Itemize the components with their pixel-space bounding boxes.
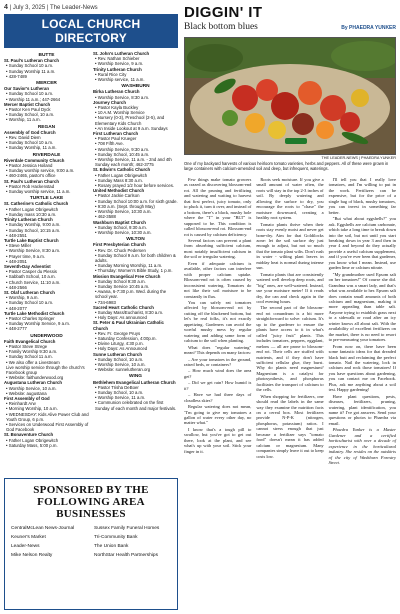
article-paragraph: Phaedra Yunker is a Master Gardener and a certified horticulturist with over a decade of experience in the horticultural industry. She resides on the outskirts of the city of Washburn Forestry Street.: [328, 427, 396, 466]
article-paragraph: Few things make tomato growers as crazed as discovering blossom-end rot. All the pruning and fertilizing and watering and waiting to harvest that first perfect, juicy tomato, only to pluck it, turn it over, and instead of a bottom, there's a black, mushy hole where the "T" in your "BLT" is supposed to be. This condition is called blossom-end rot. Blossom-end rot is caused by calcium deficiency.: [184, 177, 252, 237]
church-name: Our Savior's Lutheran: [4, 86, 49, 92]
church-detail: • Worship, 11 a.m.: [6, 117, 41, 123]
church-region: WILTON: [126, 237, 145, 243]
church-name: Sunne Lutheran Church: [93, 351, 142, 357]
church-detail: • Sabbath School, 10 a.m.: [6, 274, 56, 280]
church-detail: • Sunday mass 10:30 a.m.: [6, 211, 57, 217]
church-name: St. Paul's Lutheran Church: [4, 58, 59, 64]
church-detail: • Father Logan Obrigewitch: [6, 437, 59, 443]
church-directory-title: LOCAL CHURCH DIRECTORY: [4, 14, 178, 48]
church-detail: • Worship Service, 8:30 a.m.: [95, 94, 150, 100]
church-detail: • 428-7489: [6, 73, 27, 79]
sponsor-item: Tri-Community Bank: [94, 535, 138, 540]
page-header: [4, 4, 98, 11]
church-detail: • Sunday School 10 a.m.: [6, 140, 54, 146]
church-detail: • 9:30 a.m. (Sept. through May): [95, 203, 155, 209]
church-detail: • Sunday School, 10 a.m.: [95, 356, 144, 362]
church-region: BUTTE: [38, 53, 55, 58]
church-detail: • Pastor Trisha DeBoer: [95, 384, 139, 390]
church-detail: • Church Service, 11:10 a.m.: [6, 279, 61, 285]
church-name: First Assembly of God: [4, 396, 50, 401]
article-paragraph: From now on, there have been some fantastic ideas for that dreaded black butt and reclaiming the perfect tomato. Nail the watering, lock in calcium and rock those tomatoes! If you have questions about gardening, you can contact me on Facebook. Plus, ask me anything about a soil test. Happy gardening!: [328, 343, 396, 393]
page-number: 4: [4, 4, 8, 11]
church-detail: • WEDNESDAY: Kids Alive Power Club and Youth Group, 6 p.m.: [6, 411, 89, 422]
church-name: St. Catherine's Catholic Church: [4, 201, 69, 207]
church-detail: • Worship Service, 8:30 a.m.: [6, 248, 61, 254]
article-paragraph: What does "regular watering" mean? This depends on many factors:: [184, 344, 252, 356]
church-detail: • Sunday School 10 a.m.: [6, 91, 54, 97]
sponsor-title: SPONSORED BY THE FOLLOWING AREA BUSINESSES: [33, 484, 149, 520]
church-detail: • 734-6983: [95, 299, 116, 305]
article-photo: [184, 37, 396, 155]
church-detail: • Pastor Jackie Carlson: [95, 193, 140, 199]
church-name: Journey Church: [93, 99, 126, 105]
article-kicker: DIGGIN' IT: [184, 4, 263, 21]
sponsor-item: Mike Nelson Realty: [11, 553, 53, 558]
church-detail: • Rev. Nathan Schieber: [95, 56, 140, 62]
church-detail: • Worship Service, 10:30 a.m.: [95, 209, 152, 215]
article-paragraph: Tomato plants that are consistently watered well develop deep roots, and "big" ones, are well-watered. Instead, use your moisture meter! If it reads dry, the can and check again in the cool evening hours.: [256, 271, 324, 304]
church-detail: • Pastor Kayla Buckley: [95, 105, 139, 111]
church-detail: • 448-2077: [6, 305, 27, 311]
church-detail: • Sunday School 10 a.m.: [6, 300, 54, 306]
article-paragraph: – Did we get rain? How humid is it?: [184, 380, 252, 391]
church-detail: • 708 Fifth Ave.: [95, 141, 124, 147]
header-sep: |: [9, 5, 12, 11]
church-detail: • 448-2777: [6, 326, 27, 332]
church-name: Mission Evangelical Free Church: [93, 273, 161, 279]
church-region: WASHBURN: [121, 84, 150, 90]
church-region: RIVERDALE: [32, 152, 61, 158]
church-detail: • 448-2551: [6, 232, 27, 238]
church-name: Turtle Lake Methodist Church: [4, 310, 65, 316]
article-body: [184, 177, 396, 467]
sponsor-list: [11, 525, 171, 560]
church-detail: • Worship Service, 10 a.m.: [6, 385, 57, 391]
church-detail: • Sunday School 9 a.m. for both children & adults.: [95, 252, 176, 263]
church-region: UNDERWOOD: [30, 333, 63, 339]
church-detail: • Worship service, 11 a.m.: [95, 77, 145, 83]
church-detail: • Pastor Casper du Plessis: [6, 269, 57, 275]
church-detail: • Awana, 6-7:30 p.m. Wed. during the school year.: [95, 289, 167, 300]
church-name: First Presbyterian Church: [93, 242, 146, 248]
church-detail: • Sunday Service 10:45 a.m.: [95, 283, 150, 289]
church-detail: • Holy Days: As announced: [95, 315, 147, 321]
church-detail: • An Inside Lookout at 9 a.m. Sundays: [95, 125, 168, 131]
church-name: United Methodist Church: [93, 188, 145, 194]
photo-caption: One of my backyard harvests of various heirloom tomato varieties, herbs and peppers. All of these were grown in large containers with calcium-amended soil and deep, but infrequent, waterings.: [184, 161, 389, 171]
church-region: MERCER: [36, 81, 57, 87]
church-detail: • Prayer time, 9 a.m.: [6, 253, 45, 259]
article-paragraph: The second part of the blossom-end rot conundrum is a bit more straightforward to solve: calcium. It's up to the gardener to ensure the plants have access to it in what's called "juicy fruit" plants. This includes tomatoes, peppers, eggplant, melons — all are prone to blossom-end rot. Their cells are stuffed with nutrients, and if they don't have sufficient cellular glue, they burst. Why do plants need magnesium? Magnesium is a catalyst for photosynthesis, and phosphorus facilitates the transport of calcium to the cells.: [256, 305, 324, 393]
church-detail: • Nursery (0-3), Preschool (2-5), and Elementary Kids Church: [95, 115, 165, 126]
church-detail: • Father Logan Obrigewitch: [95, 172, 148, 178]
church-detail: • Rev. Fr. George Pruys: [95, 330, 141, 336]
article-column-3: [329, 177, 396, 467]
church-name: Bethlehem Evangelical Lutheran Church: [93, 379, 176, 385]
church-columns: [4, 51, 178, 448]
church-detail: • Services on Underwood First Assembly of God Facebook: [6, 422, 89, 433]
article-paragraph: Tomato plants thrive when their roots stay evenly moist and never get bone-dry. Aim for that Goldilocks zone: let the soil surface dry just enough to adjust, but not so much that the tomato plant wilts. Don't rush in water - wilting plant leaves in midday heat is normal during intense sun.: [256, 221, 324, 271]
church-detail: • Saturday Mass, 5:00 p.m.: [6, 442, 58, 448]
church-detail: • Pastor Steve Strege: [6, 343, 48, 349]
church-detail: • Sunday worship service, 9:00 a.m.: [6, 168, 75, 174]
church-name: First Lutheran Church: [93, 131, 139, 137]
sponsor-item: Sussex Family Funeral Homes: [94, 526, 160, 531]
sponsor-item: NorthStar Health Partnerships: [94, 553, 158, 558]
church-detail: • Saturday Confession, 4:00p.m.: [95, 335, 157, 341]
church-detail: • Website: faithunderwood.org: [6, 375, 64, 381]
church-region: REGAN: [37, 124, 56, 130]
article: [184, 4, 396, 610]
church-name: St. Paul's Lutheran Church: [4, 178, 59, 184]
church-detail: • Worship 11 a.m.; 447-2664: [6, 96, 61, 102]
photo-credit: THE LEADER-NEWS | PHAEDRA YUNKER: [321, 156, 396, 160]
church-detail: • Thursday: Women's Bible Study, 1 p.m.: [95, 268, 173, 274]
article-paragraph: Several factors can prevent a plant from absorbing sufficient calcium, most notably insufficient calcium in the soil or irregular watering.: [184, 237, 252, 260]
church-column-1: [4, 51, 89, 448]
church-name: Trinity Lutheran Church: [4, 217, 53, 223]
church-detail: • Pastor Ken Paul Dyck: [6, 107, 51, 113]
church-name: Seventh-Day Adventist: [4, 263, 51, 269]
article-paragraph: "My grandmother used Epsom salt on her tomatoes!" Of course she did. Grandma was a smart lady, and that's what was available to her. Epsom salt does contain small amounts of both calcium and magnesium, making it more appealing than table salt. Anyone trying to establish grass next to a sidewalk or road after an icy winter knows all about salt. With the availability of excellent fertilizers on the market, there is no need to resort to pre-measuring your tomatoes.: [328, 271, 396, 343]
church-name: Turtle Lake Baptist Church: [4, 237, 59, 243]
article-subhead: Black bottom blues: [184, 22, 258, 32]
article-paragraph: When shopping for fertilizers, one should read the labels in the same way they examine the nutrition facts on a cereal box. Most fertilizers provide N-P-K (nitrogen, phosphorus, potassium) ratios. I cannot stress enough that just because a fertilizer says "tomato food" doesn't mean it has added calcium or magnesium. Many companies simply leave it out to keep costs low.: [256, 393, 324, 459]
article-column-1: [184, 177, 251, 467]
article-paragraph: Even if adequate calcium is available, other factors can interfere with proper calcium uptake. Blossom-end rot is often caused by inconsistent watering. Tomatoes do not like their soil moisture to be constantly in flux.: [184, 260, 252, 299]
church-name: St. Olaf Lutheran Church: [4, 289, 55, 295]
church-detail: • Father Logan Obrigewitch: [6, 206, 59, 212]
church-detail: • Worship Service, 9:30 a.m.: [95, 146, 150, 152]
church-directory: [4, 14, 178, 470]
church-detail: • Family Worship 9:30 a.m.: [6, 349, 58, 355]
church-detail: • Sunday School, 10 a.m.: [6, 112, 55, 118]
church-detail: • Sunday School, 10:15 a.m.: [6, 227, 61, 233]
article-paragraph: Regular watering does not mean, "I'm going to give my tomatoes a gallon of water every other day, no matter what.": [184, 404, 252, 426]
paper-name: The Leader-News: [49, 5, 98, 11]
church-detail: • Sunday Worship Service, 9 a.m.: [6, 321, 70, 327]
church-name: Assembly of God Church: [4, 129, 56, 135]
church-name: Washburn Baptist Church: [93, 219, 146, 225]
church-name: St. Bonaventure Church: [4, 432, 54, 438]
church-name: Faith Evangelical Church: [4, 338, 56, 344]
sponsor-box: [4, 478, 178, 610]
church-detail: • 448-2566: [6, 284, 27, 290]
sponsor-item: CentralMcLean News-Journal: [11, 526, 75, 531]
church-detail: • Pastor Paul Krueger: [95, 136, 137, 142]
church-detail: • Worship Service, 11 a.m. - 2nd and 4th Sunday each month; 462-3775: [95, 157, 172, 168]
church-detail: • Worship, 9 a.m.: [6, 295, 39, 301]
article-paragraph: – How much wind does the area get?: [184, 368, 252, 379]
church-name: Augustana Lutheran Church: [4, 380, 63, 386]
church-detail: • 448-2051: [6, 258, 27, 264]
church-column-2: [93, 51, 178, 448]
church-detail: • Sunday Morning Worship, 11 a.m.: [95, 263, 163, 269]
church-detail: • Sunday School, 10:45 a.m.: [95, 151, 150, 157]
church-detail: • Steve Miller: [6, 243, 32, 249]
article-paragraph: Roots seek moisture. If you give a small amount of water often, the roots will stay in the top 2-3 inches of soil. By deeply watering and allowing the surface to dry, you encourage the roots to "chase" the moisture downward, creating a healthy root system.: [256, 177, 324, 221]
church-detail: • Sunday School 10:00 a.m. for sixth grade.: [95, 198, 178, 204]
church-region: WING: [128, 374, 143, 380]
church-detail: Live worship service through the church's Facebook group: [6, 364, 85, 375]
church-detail: • Holy Days: As Announced: [95, 346, 148, 352]
church-detail: • Divine Liturgy, 4:30 p.m.: [95, 341, 144, 347]
church-detail: • Sunday School 11 a.m.: [6, 354, 53, 360]
article-paragraph: "But what about eggshells?" you ask. Eggshells are calcium carbonate, which take a long time to break down into the soil, but not until you start breaking down in year 3 and then in year 4 and beyond do they actually provide a useful calcium supplement, and if you've ever been that gardener, you know what I mean. Instead, use garden lime or calcium nitrate.: [328, 216, 396, 271]
article-paragraph: – Have we had three days of cloudless skies?: [184, 392, 252, 403]
church-detail: • Sunday worship service, 11 a.m.: [6, 189, 71, 195]
church-detail: • 10 A.M. Worship Service: [95, 110, 145, 116]
church-detail: • Sunday School, 9:30 a.m.: [95, 224, 147, 230]
church-detail: • Pastor Jessica Hoiland: [6, 163, 53, 169]
church-detail: • Rosary prayed 1/2 hour before services.: [95, 183, 175, 189]
church-detail: • Sunday Worship 11 a.m.: [6, 68, 56, 74]
article-byline: By PHAEDRA YUNKER: [341, 25, 396, 31]
church-detail: • Pastor Charles Springer: [6, 315, 55, 321]
church-name: Trinity Lutheran Church: [93, 66, 142, 72]
article-paragraph: I'll tell you that I really love tomatoes, and I'm willing to put in the work. Fertilizers can be expensive, but for the price of a single bag of black, mushy tomatoes, you can invest in something far better.: [328, 177, 396, 215]
church-detail: • Rev. Dr. Chuck Pedersen: [95, 247, 146, 253]
church-detail: • Rural Rice City: [95, 71, 127, 77]
church-name: Sacred Heart Catholic Church: [93, 304, 154, 310]
article-column-2: [256, 177, 323, 467]
church-detail: • Worship Service, 10:30 a.m.: [95, 229, 152, 235]
church-detail: • Morning Worship, 10 a.m.: [6, 406, 58, 412]
church-detail: • 460-2465, pastor's office: [6, 173, 56, 179]
church-name: St. Edwin's Catholic Church: [93, 167, 151, 173]
article-paragraph: You can safely eat tomatoes affected by blossom-end rot by cutting off the blackened bottom, but let's be real folks, it's not exactly appetizing. Gardeners can avoid the woeful mushy mess by regular watering and adding some form of calcium to the soil when planting.: [184, 299, 252, 344]
article-paragraph: I know that's a tough pill to swallow, but you've got to get out there, look at the plant, and see what's up with your soil. Stick your finger in it.: [184, 426, 252, 454]
church-detail: • Pastor Rob Hackenstad: [6, 183, 55, 189]
church-detail: • Sunday Worship, 11 a.m.: [6, 145, 57, 151]
church-detail: • Sunday Mass 8:30 a.m.: [95, 177, 143, 183]
church-name: Riverdale Community Church: [4, 157, 65, 163]
church-detail: • Sunday School 10 a.m.: [6, 63, 54, 69]
article-paragraph: – Are your tomatoes in the ground, raised beds, or containers?: [184, 356, 252, 367]
sponsor-item: Leader-News: [11, 544, 40, 549]
sponsor-item: The Union Bank: [94, 544, 129, 549]
church-name: Mercer Baptist Church: [4, 101, 51, 107]
church-detail: • Sunday Mass/Eucharist, 8:30 a.m.: [95, 309, 164, 315]
church-detail: • Sunday Worship, 9:00 a.m.: [6, 222, 61, 228]
church-region: TURTLE LAKE: [29, 196, 64, 202]
church-detail: • Website: augustana: [6, 390, 47, 396]
church-detail: • Worship Service, 11 a.m.: [95, 395, 146, 401]
church-detail: • We also offer a Livestream: [6, 359, 60, 365]
issue-date: July 3, 2025: [12, 5, 46, 11]
church-name: St. Peter & Paul Ukrainian Catholic Church: [93, 320, 164, 331]
church-name: Birka Lutheran Church: [93, 89, 140, 95]
header-sep: |: [46, 5, 49, 11]
church-detail: • Sunday School 9:30 a.m.: [95, 278, 146, 284]
church-detail: • Website: sunnelutheran.org: [95, 367, 151, 373]
church-detail: • Reinhardt Arw: [6, 401, 36, 407]
church-detail: • Sunday School, 10 a.m.: [95, 390, 144, 395]
article-paragraph: Have plant questions, pests, diseases, fertilizers, pruning, watering, plant identification, you name it? I've got answers. Send your questions or photos to Phaedra via email.: [328, 393, 396, 426]
church-detail: • Worship Service, 9 a.m.: [95, 61, 144, 67]
church-detail: • Rev. David Diem: [6, 135, 41, 141]
church-detail: • Worship Service, 10 a.m.: [95, 361, 146, 367]
church-name: St. John's Lutheran Church: [93, 51, 150, 56]
church-detail: • 462-3588: [95, 214, 116, 220]
sponsor-item: Keuner's Market: [11, 535, 46, 540]
church-detail: • Communion celebrated on the first Sunday of each month and major festivals.: [95, 400, 177, 411]
tomato-harvest-image: [185, 38, 396, 155]
